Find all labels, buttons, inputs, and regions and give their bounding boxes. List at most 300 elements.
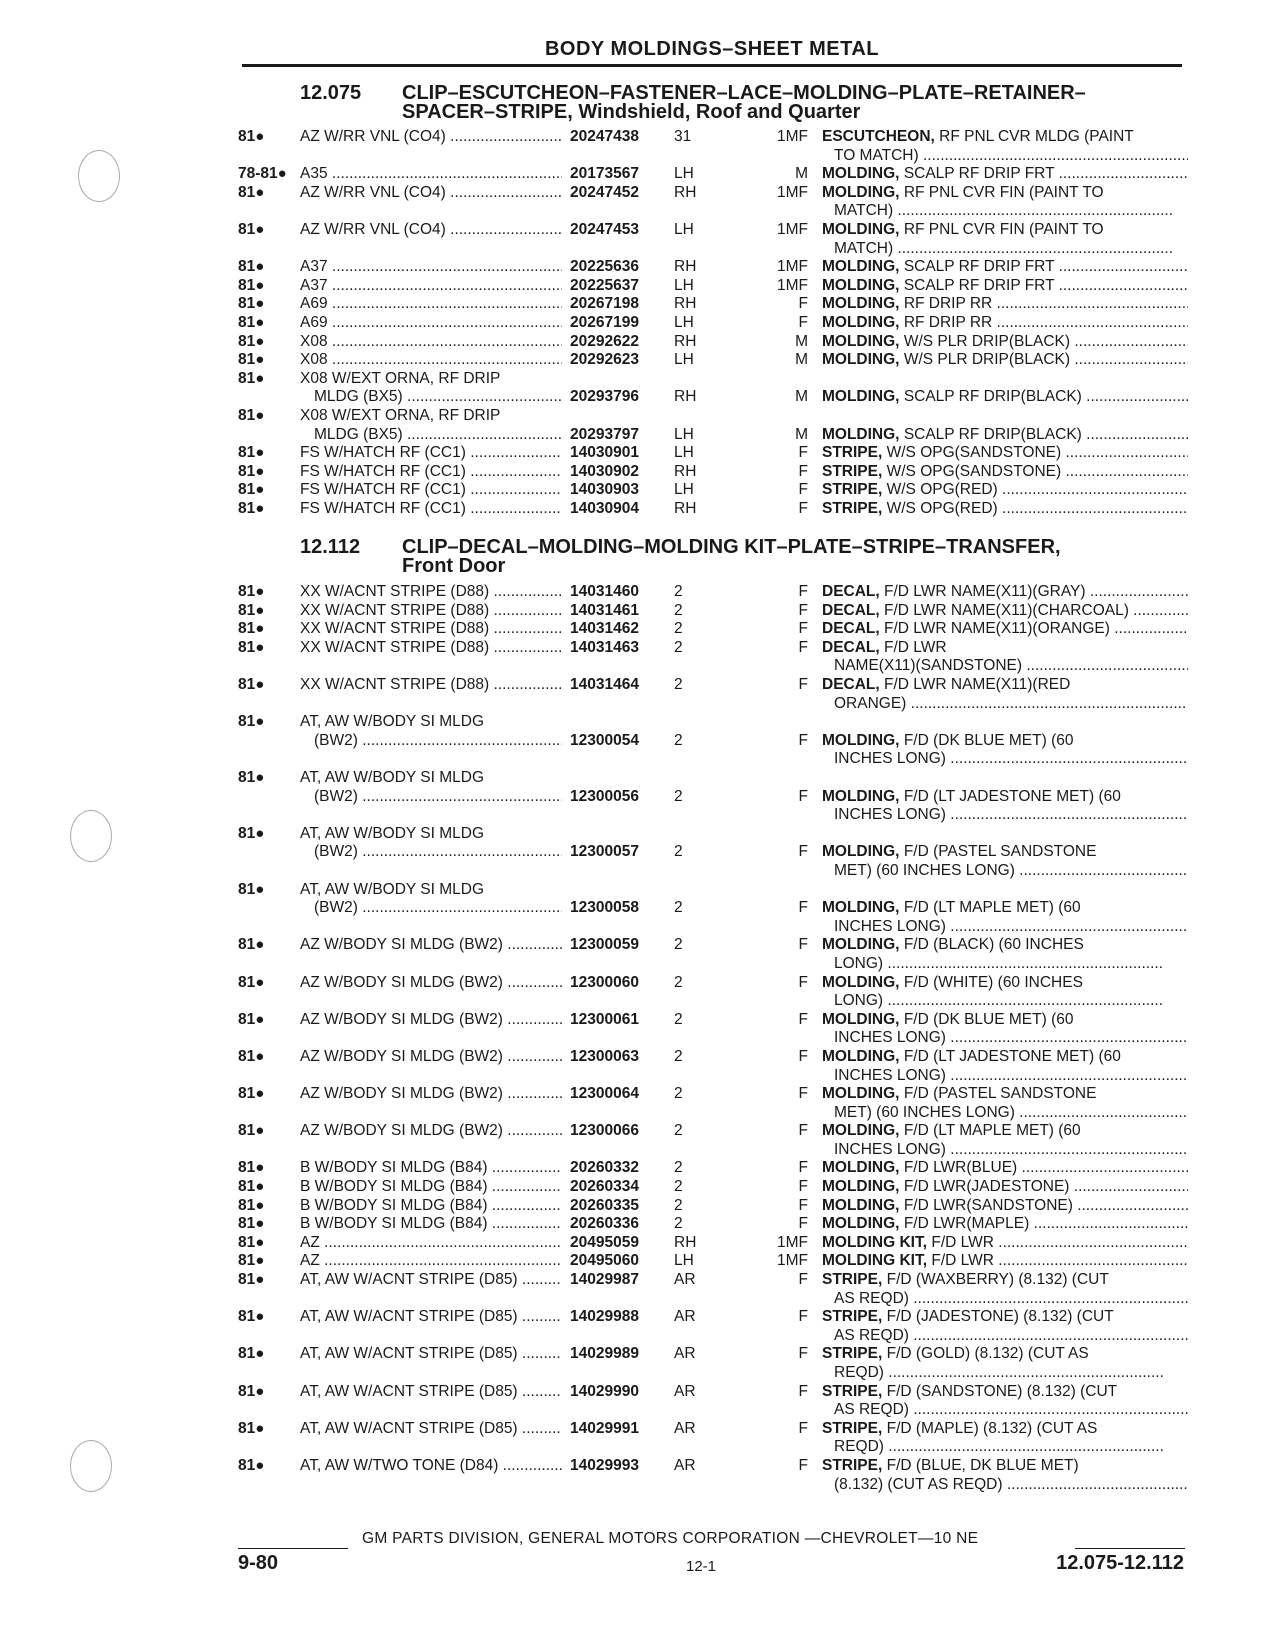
table-row: [238, 769, 1188, 825]
quantity-cell: LH: [674, 1252, 694, 1270]
code-cell: 1MF: [777, 183, 808, 201]
description-text-line2: LONG) .....: [822, 992, 1188, 1011]
year-cell: 81●: [238, 406, 265, 424]
model-text: AZ W/BODY SI MLDG (BW2) .....: [300, 1048, 562, 1067]
table-row: [238, 277, 1188, 296]
code-cell: F: [798, 787, 808, 805]
description-text: F/D (WHITE) (60 INCHES: [903, 973, 1083, 991]
quantity-cell: AR: [674, 1308, 696, 1326]
year-cell: 81●: [238, 295, 265, 313]
year-cell: 81●: [238, 824, 265, 842]
model-cell: [300, 602, 562, 621]
description-text-line2: MATCH) .....: [822, 240, 1188, 259]
quantity-cell: LH: [674, 276, 694, 294]
description-keyword: MOLDING,: [822, 1159, 900, 1177]
model-text: XX W/ACNT STRIPE (D88) .....: [300, 583, 562, 602]
quantity-cell: LH: [674, 220, 694, 238]
model-text-line2: (BW2) .....: [300, 732, 562, 751]
description-keyword: MOLDING KIT,: [822, 1233, 928, 1251]
table-row: [238, 1159, 1188, 1178]
table-row: [238, 184, 1188, 221]
code-cell: 1MF: [777, 258, 808, 276]
model-cell: [300, 1234, 562, 1253]
description-text: F/D LWR NAME(X11)(ORANGE): [884, 620, 1110, 638]
model-cell: [300, 620, 562, 639]
model-cell: [300, 444, 562, 463]
description-cell: [822, 426, 1188, 445]
description-keyword: MOLDING,: [822, 1178, 900, 1196]
section-heading-12112: [300, 538, 1180, 576]
quantity-cell: LH: [674, 425, 694, 443]
description-text: W/S OPG(SANDSTONE): [886, 444, 1062, 462]
description-text: F/D (LT JADESTONE MET) (60: [903, 787, 1121, 805]
model-cell: [300, 825, 562, 862]
part-number: 20495060: [570, 1252, 639, 1270]
model-text: AT, AW W/BODY SI MLDG: [300, 824, 485, 842]
model-cell: [300, 676, 562, 695]
description-text: RF DRIP RR: [903, 313, 993, 331]
year-cell: 81●: [238, 638, 265, 656]
description-text: F/D LWR(BLUE): [903, 1159, 1018, 1177]
model-cell: [300, 1308, 562, 1327]
quantity-cell: 2: [674, 1215, 683, 1233]
description-keyword: MOLDING,: [822, 1085, 900, 1103]
section-number: 12.112: [300, 536, 361, 558]
table-row: [238, 221, 1188, 258]
quantity-cell: AR: [674, 1382, 696, 1400]
description-cell: [822, 1234, 1188, 1253]
description-text-line2: MATCH) .....: [822, 202, 1188, 221]
quantity-cell: 2: [674, 620, 683, 638]
quantity-cell: 2: [674, 787, 683, 805]
description-keyword: MOLDING,: [822, 276, 900, 294]
year-cell: 81●: [238, 369, 265, 387]
section-title-line2: Front Door: [402, 555, 506, 577]
part-number: 12300058: [570, 899, 639, 917]
year-cell: 81●: [238, 620, 265, 638]
part-number: 20260336: [570, 1215, 639, 1233]
description-cell: [822, 1197, 1188, 1216]
description-text-line2: INCHES LONG) .....: [822, 1029, 1188, 1048]
model-cell: [300, 1457, 562, 1476]
year-cell: 81●: [238, 1233, 265, 1251]
code-cell: F: [798, 1456, 808, 1474]
table-row: [238, 1383, 1188, 1420]
part-number: 20260334: [570, 1178, 639, 1196]
part-number: 20225636: [570, 258, 639, 276]
section-heading-12075: [300, 84, 1180, 122]
description-text: F/D LWR NAME(X11)(GRAY): [884, 583, 1086, 600]
model-text: AZ W/RR VNL (CO4) .....: [300, 184, 562, 203]
quantity-cell: 2: [674, 1047, 683, 1065]
quantity-cell: AR: [674, 1419, 696, 1437]
part-number: 14029987: [570, 1271, 639, 1289]
description-cell: [822, 221, 1188, 258]
description-cell: [822, 463, 1188, 482]
year-cell: 81●: [238, 1308, 265, 1326]
model-text: A69 .....: [300, 295, 562, 314]
year-cell: 81●: [238, 1345, 265, 1363]
description-text-line2: AS REQD) .....: [822, 1401, 1188, 1420]
model-cell: [300, 881, 562, 918]
quantity-cell: 2: [674, 1085, 683, 1103]
description-cell: [822, 936, 1188, 973]
description-cell: [822, 314, 1188, 333]
year-cell: 81●: [238, 183, 265, 201]
table-row: [238, 165, 1188, 184]
quantity-cell: AR: [674, 1271, 696, 1289]
description-cell: [822, 128, 1188, 165]
description-keyword: STRIPE,: [822, 1456, 883, 1474]
code-cell: F: [798, 936, 808, 954]
description-text: F/D (GOLD) (8.132) (CUT AS: [886, 1345, 1089, 1363]
description-cell: [822, 295, 1188, 314]
description-text: SCALP RF DRIP(BLACK): [903, 388, 1082, 406]
description-keyword: STRIPE,: [822, 1345, 883, 1363]
description-text-line2: NAME(X11)(SANDSTONE) .....: [822, 657, 1188, 676]
code-cell: F: [798, 583, 808, 600]
parts-list-12075: [238, 128, 1188, 518]
quantity-cell: 2: [674, 973, 683, 991]
description-text-line2: REQD) .....: [822, 1438, 1188, 1457]
model-text: AT, AW W/TWO TONE (D84) .....: [300, 1457, 562, 1476]
model-cell: [300, 639, 562, 658]
quantity-cell: 2: [674, 1159, 683, 1177]
description-cell: [822, 388, 1188, 407]
description-cell: [822, 277, 1188, 296]
model-cell: [300, 583, 562, 602]
description-text: F/D LWR NAME(X11)(CHARCOAL): [884, 601, 1129, 619]
year-cell: 81●: [238, 1382, 265, 1400]
code-cell: F: [798, 1271, 808, 1289]
description-keyword: DECAL,: [822, 601, 880, 619]
description-text: SCALP RF DRIP FRT: [903, 276, 1055, 294]
description-text: F/D (MAPLE) (8.132) (CUT AS: [886, 1419, 1098, 1437]
description-keyword: STRIPE,: [822, 444, 883, 462]
year-cell: 81●: [238, 1456, 265, 1474]
model-cell: [300, 1345, 562, 1364]
quantity-cell: RH: [674, 1233, 697, 1251]
part-number: 20292623: [570, 351, 639, 369]
quantity-cell: LH: [674, 481, 694, 499]
section-number: 12.075: [300, 82, 362, 104]
code-cell: M: [795, 165, 808, 183]
year-cell: 81●: [238, 713, 265, 731]
part-number: 20247452: [570, 183, 639, 201]
footer-rule: [1075, 1548, 1185, 1549]
description-text: RF PNL CVR MLDG (PAINT: [939, 128, 1134, 145]
description-keyword: MOLDING,: [822, 1047, 900, 1065]
description-text: F/D (SANDSTONE) (8.132) (CUT: [886, 1382, 1118, 1400]
model-text: AT, AW W/BODY SI MLDG: [300, 768, 485, 786]
year-cell: 81●: [238, 1085, 265, 1103]
description-keyword: MOLDING,: [822, 787, 900, 805]
description-text: SCALP RF DRIP FRT: [903, 165, 1055, 183]
description-cell: [822, 843, 1188, 880]
description-cell: [822, 1420, 1188, 1457]
description-text-line2: REQD) .....: [822, 1364, 1188, 1383]
description-keyword: MOLDING,: [822, 388, 900, 406]
table-row: [238, 602, 1188, 621]
description-cell: [822, 1159, 1188, 1178]
code-cell: F: [798, 1010, 808, 1028]
part-number: 14030901: [570, 444, 639, 462]
description-text-line2: (8.132) (CUT AS REQD) .....: [822, 1476, 1188, 1495]
table-row: [238, 583, 1188, 602]
description-text: F/D (BLUE, DK BLUE MET): [886, 1456, 1079, 1474]
description-keyword: MOLDING,: [822, 183, 900, 201]
quantity-cell: RH: [674, 388, 697, 406]
description-keyword: MOLDING,: [822, 899, 900, 917]
part-number: 20293797: [570, 425, 639, 443]
model-text: AZ .....: [300, 1234, 562, 1253]
quantity-cell: RH: [674, 258, 697, 276]
quantity-cell: 2: [674, 1122, 683, 1140]
code-cell: F: [798, 1159, 808, 1177]
description-keyword: STRIPE,: [822, 499, 883, 517]
description-keyword: MOLDING,: [822, 973, 900, 991]
description-keyword: MOLDING,: [822, 332, 900, 350]
code-cell: M: [795, 388, 808, 406]
year-cell: 81●: [238, 936, 265, 954]
part-number: 12300057: [570, 843, 639, 861]
description-cell: [822, 602, 1188, 621]
model-text: AT, AW W/BODY SI MLDG: [300, 713, 485, 731]
table-row: [238, 463, 1188, 482]
table-row: [238, 936, 1188, 973]
part-number: 14031462: [570, 620, 639, 638]
model-text: AZ W/BODY SI MLDG (BW2) .....: [300, 936, 562, 955]
quantity-cell: 2: [674, 899, 683, 917]
table-row: [238, 639, 1188, 676]
model-text: AZ W/BODY SI MLDG (BW2) .....: [300, 1011, 562, 1030]
part-number: 12300064: [570, 1085, 639, 1103]
model-text: XX W/ACNT STRIPE (D88) .....: [300, 676, 562, 695]
model-text: B W/BODY SI MLDG (B84) .....: [300, 1215, 562, 1234]
description-text: W/S OPG(SANDSTONE): [886, 462, 1062, 480]
code-cell: F: [798, 295, 808, 313]
description-keyword: STRIPE,: [822, 462, 883, 480]
description-text-line2: INCHES LONG) .....: [822, 918, 1188, 937]
part-number: 20267198: [570, 295, 639, 313]
description-keyword: MOLDING,: [822, 165, 900, 183]
description-keyword: MOLDING,: [822, 936, 900, 954]
model-text: XX W/ACNT STRIPE (D88) .....: [300, 620, 562, 639]
description-cell: [822, 481, 1188, 500]
model-cell: [300, 1215, 562, 1234]
footer-section-range: 12.075-12.112: [1056, 1552, 1184, 1574]
year-cell: 81●: [238, 499, 265, 517]
quantity-cell: 2: [674, 1178, 683, 1196]
year-cell: 81●: [238, 313, 265, 331]
table-row: [238, 370, 1188, 407]
model-cell: [300, 370, 562, 407]
description-keyword: STRIPE,: [822, 481, 883, 499]
description-cell: [822, 444, 1188, 463]
table-row: [238, 500, 1188, 519]
description-text: W/S OPG(RED): [886, 481, 998, 499]
description-cell: [822, 1252, 1188, 1271]
year-cell: 81●: [238, 258, 265, 276]
description-text-line2: INCHES LONG) .....: [822, 806, 1188, 825]
footer-page-number: 12-1: [686, 1558, 717, 1575]
part-number: 14030902: [570, 462, 639, 480]
year-cell: 78-81●: [238, 165, 287, 183]
parts-list-12112: [238, 583, 1188, 1494]
description-text: F/D LWR: [931, 1252, 994, 1270]
year-cell: 81●: [238, 220, 265, 238]
code-cell: F: [798, 1419, 808, 1437]
description-cell: [822, 583, 1188, 602]
code-cell: 1MF: [777, 276, 808, 294]
part-number: 12300063: [570, 1047, 639, 1065]
quantity-cell: 2: [674, 936, 683, 954]
code-cell: F: [798, 1215, 808, 1233]
description-keyword: DECAL,: [822, 620, 880, 638]
model-cell: [300, 184, 562, 203]
description-keyword: MOLDING,: [822, 425, 900, 443]
description-keyword: DECAL,: [822, 675, 880, 693]
table-row: [238, 1011, 1188, 1048]
description-cell: [822, 1011, 1188, 1048]
description-keyword: MOLDING,: [822, 1196, 900, 1214]
description-keyword: MOLDING,: [822, 220, 900, 238]
model-cell: [300, 1383, 562, 1402]
year-cell: 81●: [238, 1196, 265, 1214]
description-cell: [822, 1383, 1188, 1420]
description-cell: [822, 258, 1188, 277]
code-cell: F: [798, 1085, 808, 1103]
quantity-cell: LH: [674, 313, 694, 331]
model-cell: [300, 463, 562, 482]
table-row: [238, 444, 1188, 463]
model-text: FS W/HATCH RF (CC1) .....: [300, 500, 562, 519]
model-text: B W/BODY SI MLDG (B84) .....: [300, 1197, 562, 1216]
code-cell: F: [798, 313, 808, 331]
model-cell: [300, 1271, 562, 1290]
description-text: W/S PLR DRIP(BLACK): [903, 351, 1071, 369]
table-row: [238, 1215, 1188, 1234]
table-row: [238, 1252, 1188, 1271]
description-keyword: MOLDING,: [822, 843, 900, 861]
model-cell: [300, 314, 562, 333]
table-row: [238, 1271, 1188, 1308]
description-keyword: DECAL,: [822, 583, 880, 600]
code-cell: M: [795, 351, 808, 369]
model-text: AT, AW W/ACNT STRIPE (D85) .....: [300, 1345, 562, 1364]
description-keyword: STRIPE,: [822, 1382, 883, 1400]
code-cell: F: [798, 1345, 808, 1363]
description-text: RF DRIP RR: [903, 295, 993, 313]
footer-corporation: GM PARTS DIVISION, GENERAL MOTORS CORPORATION —CHEVROLET—10 NE: [362, 1530, 979, 1547]
description-cell: [822, 1048, 1188, 1085]
code-cell: F: [798, 601, 808, 619]
section-title-line1: CLIP–ESCUTCHEON–FASTENER–LACE–MOLDING–PLATE–RETAINER–: [402, 82, 1086, 104]
part-number: 12300056: [570, 787, 639, 805]
description-keyword: MOLDING,: [822, 1010, 900, 1028]
description-cell: [822, 1085, 1188, 1122]
quantity-cell: RH: [674, 295, 697, 313]
description-text-line2: INCHES LONG) .....: [822, 1141, 1188, 1160]
code-cell: F: [798, 973, 808, 991]
table-row: [238, 1085, 1188, 1122]
description-text: RF PNL CVR FIN (PAINT TO: [903, 220, 1104, 238]
code-cell: F: [798, 1047, 808, 1065]
description-cell: [822, 732, 1188, 769]
model-text-line2: MLDG (BX5) .....: [300, 426, 562, 445]
year-cell: 81●: [238, 332, 265, 350]
model-text: AZ W/BODY SI MLDG (BW2) .....: [300, 974, 562, 993]
description-cell: [822, 1457, 1188, 1494]
model-cell: [300, 333, 562, 352]
description-cell: [822, 639, 1188, 676]
description-keyword: MOLDING,: [822, 295, 900, 313]
model-text: AZ W/BODY SI MLDG (BW2) .....: [300, 1122, 562, 1141]
part-number: 14031463: [570, 638, 639, 656]
model-text: B W/BODY SI MLDG (B84) .....: [300, 1159, 562, 1178]
year-cell: 81●: [238, 444, 265, 462]
code-cell: F: [798, 481, 808, 499]
year-cell: 81●: [238, 675, 265, 693]
footer-rule: [238, 1548, 348, 1549]
quantity-cell: 2: [674, 1196, 683, 1214]
part-number: 20247438: [570, 128, 639, 145]
table-row: [238, 676, 1188, 713]
year-cell: 81●: [238, 1122, 265, 1140]
model-text: AT, AW W/ACNT STRIPE (D85) .....: [300, 1383, 562, 1402]
table-row: [238, 1122, 1188, 1159]
quantity-cell: 2: [674, 731, 683, 749]
part-number: 12300054: [570, 731, 639, 749]
description-text: F/D LWR NAME(X11)(RED: [884, 675, 1071, 693]
model-text: A69 .....: [300, 314, 562, 333]
part-number: 14029990: [570, 1382, 639, 1400]
year-cell: 81●: [238, 1047, 265, 1065]
table-row: [238, 481, 1188, 500]
description-text: F/D LWR: [931, 1233, 994, 1251]
year-cell: 81●: [238, 1010, 265, 1028]
binder-hole-decoration: [70, 1440, 112, 1492]
model-cell: [300, 1197, 562, 1216]
table-row: [238, 314, 1188, 333]
description-cell: [822, 333, 1188, 352]
model-cell: [300, 1420, 562, 1439]
quantity-cell: 2: [674, 638, 683, 656]
year-cell: 81●: [238, 462, 265, 480]
description-text: F/D (JADESTONE) (8.132) (CUT: [886, 1308, 1114, 1326]
quantity-cell: 2: [674, 1010, 683, 1028]
model-cell: [300, 351, 562, 370]
description-keyword: MOLDING,: [822, 351, 900, 369]
year-cell: 81●: [238, 1419, 265, 1437]
description-text: F/D LWR(SANDSTONE): [903, 1196, 1073, 1214]
model-cell: [300, 1252, 562, 1271]
description-keyword: STRIPE,: [822, 1419, 883, 1437]
description-keyword: MOLDING KIT,: [822, 1252, 928, 1270]
part-number: 14031464: [570, 675, 639, 693]
model-text: XX W/ACNT STRIPE (D88) .....: [300, 639, 562, 658]
model-cell: [300, 1048, 562, 1067]
model-text: FS W/HATCH RF (CC1) .....: [300, 444, 562, 463]
year-cell: 81●: [238, 1271, 265, 1289]
code-cell: 1MF: [777, 1252, 808, 1270]
description-cell: [822, 899, 1188, 936]
year-cell: 81●: [238, 1178, 265, 1196]
model-text-line2: (BW2) .....: [300, 843, 562, 862]
table-row: [238, 825, 1188, 881]
description-cell: [822, 184, 1188, 221]
table-row: [238, 351, 1188, 370]
